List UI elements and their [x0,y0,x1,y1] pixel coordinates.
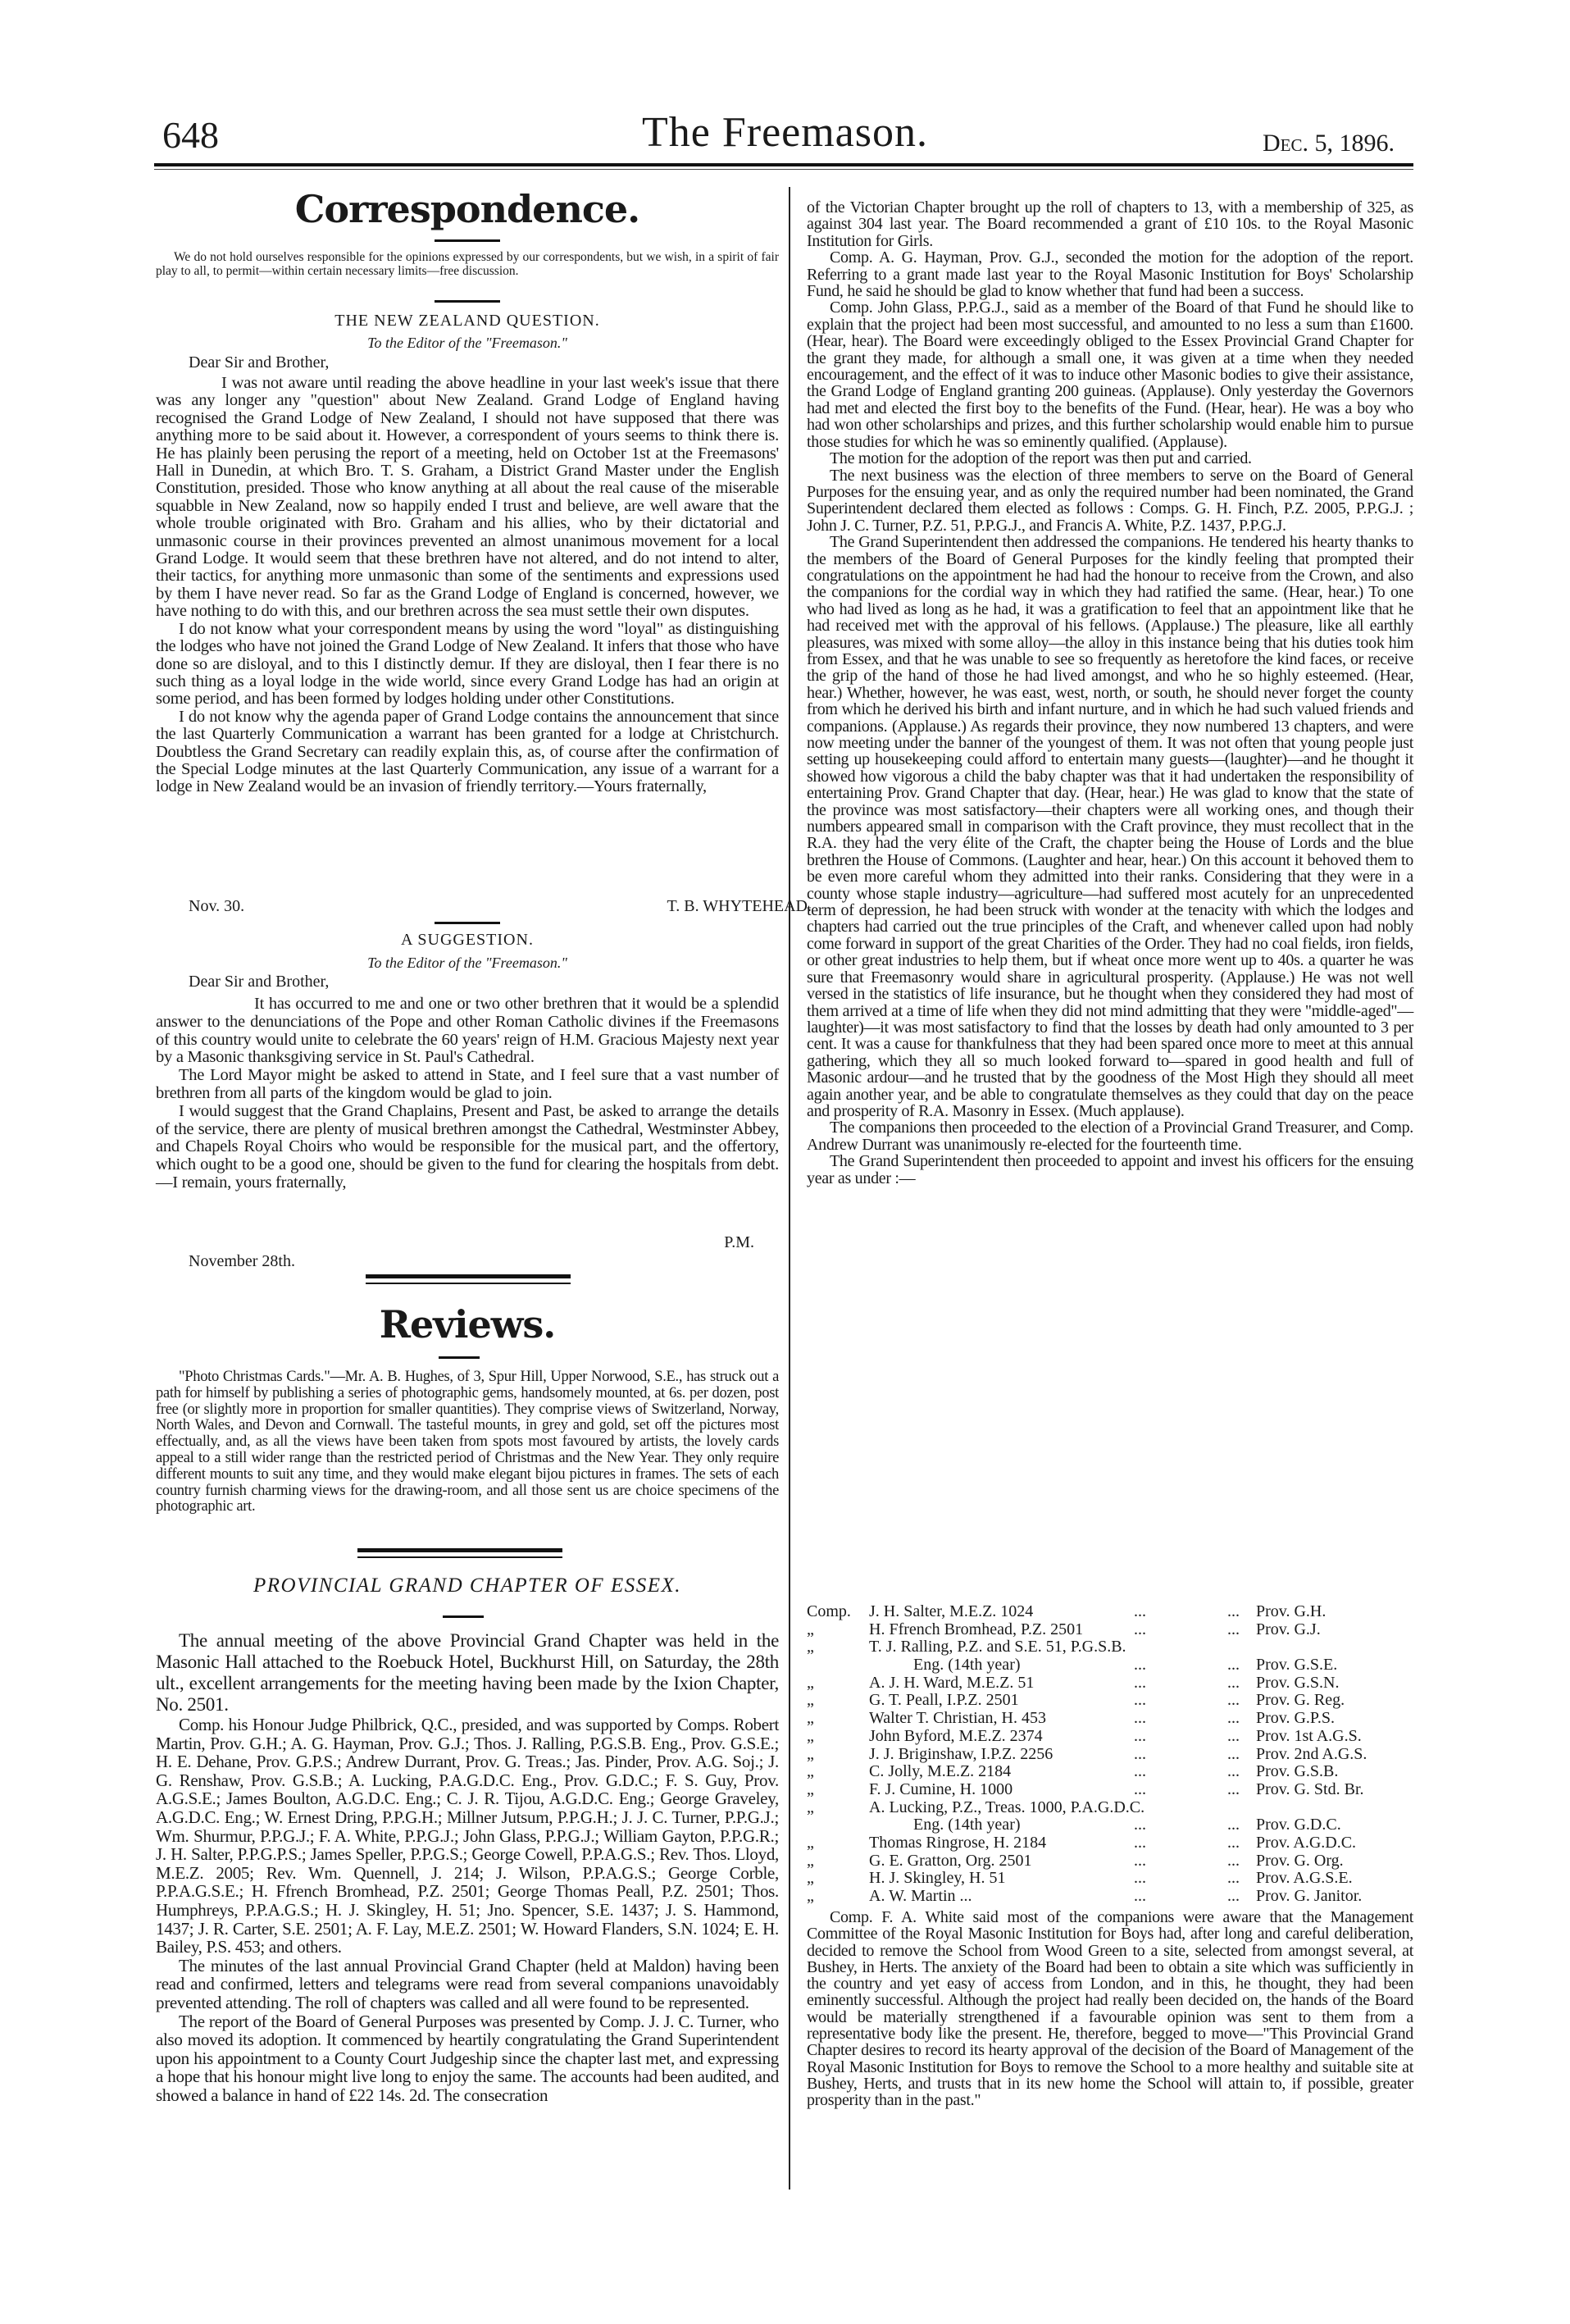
leader-dots: ... [1134,1762,1146,1781]
officer-office: Prov. 2nd A.G.S. [1256,1744,1367,1763]
officer-name: A. W. Martin ... [869,1887,972,1905]
leader-dots: ... [1134,1887,1146,1905]
officer-name: G. T. Peall, I.P.Z. 2501 [869,1691,1019,1710]
section-rule [357,1548,562,1558]
letter-date: November 28th. [189,1252,295,1270]
officer-prefix: „ [807,1744,814,1763]
officer-prefix: „ [807,1762,814,1781]
letter-signature: T. B. WHYTEHEAD. [667,897,812,915]
leader-dots: ... [1134,1691,1146,1710]
officer-prefix: „ [807,1709,814,1728]
officer-row [807,1834,1413,1852]
leader-dots: ... [1134,1851,1146,1870]
officer-prefix: Comp. [807,1602,851,1620]
divider-rule [435,300,500,303]
officer-office: Prov. G.S.B. [1256,1762,1339,1781]
page-number: 648 [162,114,219,156]
officer-row [807,1656,1413,1675]
leader-dots: ... [1134,1833,1146,1852]
paragraph: I do not know what your correspondent means by using the word "loyal" as distinguishing the lodges who have not joined the Grand Lodge of New Zealand. It infers that those who have done so are disloyal, and to this I distinctly demur. If they are disloyal, then I fear there is no such thing as a loyal lodge in the wide world, since every Grand Lodge has had an origin at some period, and has been formed by lodges holding under other Constitutions. [156,619,779,709]
officer-office: Prov. A.G.S.E. [1256,1869,1353,1888]
officers-list [807,1603,1413,1906]
leader-dots: ... [1227,1656,1240,1675]
paragraph: I do not know why the agenda paper of Grand Lodge contains the announcement that since the last Quarterly Communication a warrant has been granted for a lodge at Christchurch. Doubtless the Grand Secretary can readily explain this, as, of course after the confirmation of the Special Lodge minutes at the last Quarterly Communication, any issue of a warrant for a lodge in New Zealand would be an invasion of friendly territory.—Yours fraternally, [156,707,779,796]
leader-dots: ... [1134,1673,1146,1692]
leader-dots: ... [1134,1869,1146,1888]
officer-row [807,1728,1413,1746]
letter-signature: P.M. [724,1233,754,1251]
paragraph: Comp. his Honour Judge Philbrick, Q.C., presided, and was supported by Comps. Robert Martin, Prov. G.H.; A. G. Hayman, Prov. G.J.; Thos. J. Ralling, P.G.S.B. Eng., Prov. G.S.E.; H. E. Dehane, Prov. G.P.S.; Andrew Durrant, Prov. G. Treas.; Jas. Pinder, Prov. A.G. Soj.; J. G. Renshaw, Prov. G.S.B.; A. Lucking, P.A.G.D.C. Eng., Prov. G.D.C.; F. S. Guy, Prov. A.G.S.E.; James Boulton, A.G.D.C. Eng.; C. J. R. Tijou, A.G.D.C. Eng.; George Graveley, A.G.D.C. Eng.; W. Ernest Dring, P.P.G.H.; Millner Jutsum, P.P.G.H.; J. J. C. Turner, P.P.G.J.; Wm. Shurmur, P.P.G.J.; F. A. White, P.P.G.J.; John Glass, P.P.G.J.; William Gayton, P.P.G.R.; J. H. Salter, P.P.G.P.S.; James Speller, P.P.G.S.; George Cowell, P.P.A.G.S.; Rev. Thos. Lloyd, M.E.Z. 2005; Rev. Wm. Quennell, J. 214; J. Wilson, P.P.A.G.S.; George Corble, P.P.A.G.S.E.; H. Ffrench Bromhead, P.Z. 2501; George Thomas Peall, P.Z. 2501; Thos. Humphreys, P.P.A.G.S.; H. J. Skingley, H. 51; Jno. Spencer, S.E. 1437; J. S. Hammond, 1437; J. R. Carter, S.E. 2501; A. F. Lay, M.E.Z. 2501; W. Howard Flanders, S.N. 1024; E. H. Bailey, P.S. 453; and others. [156,1715,779,1957]
officer-prefix: „ [807,1887,814,1905]
divider-rule [443,1615,484,1618]
officer-name: J. J. Briginshaw, I.P.Z. 2256 [869,1744,1053,1763]
paragraph: The annual meeting of the above Provincial Grand Chapter was held in the Masonic Hall attached to the Roebuck Hotel, Buckhurst Hill, on Saturday, the 28th ult., excellent arrangements for the meeting having been made by the Ixion Chapter, No. 2501. [156,1630,779,1715]
leader-dots: ... [1227,1744,1240,1763]
officer-office: Prov. G.D.C. [1256,1816,1341,1834]
officer-row [807,1746,1413,1764]
officer-prefix: „ [807,1620,814,1638]
officer-name: A. J. H. Ward, M.E.Z. 51 [869,1673,1035,1692]
officer-row [807,1638,1413,1656]
paragraph: The companions then proceeded to the election of a Provincial Grand Treasurer, and Comp. Andrew Durrant was unanimously re-elected for the fourteenth time. [807,1119,1413,1154]
officer-row [807,1781,1413,1799]
paragraph: The minutes of the last annual Provincial Grand Chapter (held at Maldon) having been read and confirmed, letters and telegrams were read from several companions unavoidably prevented attending. The roll of chapters was called and all were found to be represented. [156,1955,779,2012]
leader-dots: ... [1227,1833,1240,1852]
officer-prefix: „ [807,1851,814,1870]
officer-office: Prov. A.G.D.C. [1256,1833,1357,1852]
paragraph: The motion for the adoption of the report was then put and carried. [830,449,1252,468]
section-rule [366,1274,571,1284]
leader-dots: ... [1227,1602,1240,1620]
issue-date: Dec. 5, 1896. [1263,130,1395,157]
paragraph: The Grand Superintendent then proceeded to appoint and invest his officers for the ensuing year as under :— [807,1152,1413,1187]
officer-prefix: „ [807,1869,814,1888]
officer-row [807,1870,1413,1888]
officer-office: Prov. G.P.S. [1256,1709,1335,1728]
officer-row [807,1852,1413,1871]
officer-row [807,1692,1413,1710]
paragraph: Comp. F. A. White said most of the companions were aware that the Management Committee of the Royal Masonic Institution for Boys had, after long and careful deliberation, decided to remove the School from Wood Green to a site, selected from amongst several, at Bushey, in Herts. The anxiety of the Board had been to obtain a site which was sufficiently in the country and yet easy of access from London, and in this, he thought, they had been eminently successful. Although the project had really been decided on, the hands of the Board would be materially strengthened if a favourable opinion was sent to them from a representative body like the present. He, therefore, begged to move—"This Provincial Grand Chapter desires to record its hearty approval of the decision of the Board of Management of the Royal Masonic Institution for Boys to remove the School to a more healthy and suitable site at Bushey, Herts, and trusts that in its new home the School will attain to, if possible, greater prosperity than in the past." [807,1908,1413,2110]
officer-name: Eng. (14th year) [913,1656,1021,1675]
letter-title: A SUGGESTION. [401,931,534,949]
divider-rule [439,1356,480,1359]
officer-office: Prov. G. Janitor. [1256,1887,1363,1905]
leader-dots: ... [1134,1726,1146,1745]
review-text [156,1369,779,1515]
leader-dots: ... [1227,1851,1240,1870]
letter-body [156,996,779,1192]
disclaimer-text: We do not hold ourselves responsible for the opinions expressed by our correspondents, but we wish, in a spirit of fair play to all, to permit—within certain necessary limits—free discussion. [156,250,779,278]
officer-row [807,1603,1413,1621]
officer-office: Prov. G. Reg. [1256,1691,1345,1710]
paragraph: The Grand Superintendent then addressed the companions. He tendered his hearty thanks to the members of the Board of General Purposes for the kindly feeling that prompted their congratulations on the appointment he had had the honour to receive from the Crown, and also the companions for the cordial way in which they had ratified the same. (Hear, hear.) To one who had lived as long as he had, it was a gratification to feel that an appointment like that he had received met with the approval of his fellows. (Applause.) The pleasure, like all earthly pleasures, was mixed with some alloy—the alloy in this instance being that his duties took him from Essex, and that he was unable to see so frequently as heretofore the kind faces, or receive the grip of the hand of those he had lived amongst, and who he so highly esteemed. (Hear, hear.) Whether, however, he was east, west, north, or south, he should never forget the county from which he derived his birth and infant nurture, and in which he had such valued friends and companions. (Applause.) As regards their province, they now numbered 13 chapters, and were now meeting under the banner of the youngest of them. It was not often that young people just setting up housekeeping could afford to entertain many guests—(laughter)—and he thought it showed how vigorous a child the baby chapter was that it had undertaken the responsibility of entertaining Prov. Grand Chapter that day. (Hear, hear.) He was glad to know that the state of the province was most satisfactory—their chapters were all working ones, and though their numbers appeared small in comparison with the Craft province, they must recollect that in the R.A. they had the very élite of the Craft, the chapter being the House of Lords and the blue brethren the House of Commons. (Laughter and hear, hear.) On this account it behoved them to be even more careful whom they admitted into their ranks. Considering that they were in a county whose staple industry—agriculture—had suffered most acutely for an unprecedented term of depression, he had been struck with wonder at the tenacity with which the lodges and chapters had carried out the true principles of the Craft, and whenever called upon had nobly come forward in support of the great Charities of the Order. They had no coal fields, iron fields, or other great industries to help them, but if wheat once more went up to 40s. a quarter he was sure that Freemasonry would share in agricultural prosperity. (Applause.) He was not well versed in the statistics of life insurance, but he thought when they considered they had most of them arrived at a time of life when they did not mind admitting that they were "middle-aged"—laughter)—it was most satisfactory to find that the losses by death had only amounted to 3 per cent. It was a cause for thankfulness that they had been spared once more to meet at this annual gathering, which they all so much looked forward to—spared in good health and full of Masonic ardour—and he trusted that by the goodness of the Most High they should all meet again another year, and be able to congratulate themselves as they could that day on the peace and prosperity of R.A. Masonry in Essex. (Much applause). [807,533,1413,1120]
officer-name: A. Lucking, P.Z., Treas. 1000, P.A.G.D.C. [869,1798,1145,1816]
officer-name: C. Jolly, M.E.Z. 2184 [869,1762,1012,1781]
letter-title: THE NEW ZEALAND QUESTION. [334,312,600,330]
officer-prefix: „ [807,1798,814,1816]
essex-heading: PROVINCIAL GRAND CHAPTER OF ESSEX. [253,1574,682,1597]
officer-row [807,1710,1413,1728]
letter-body [156,375,779,796]
officer-row [807,1621,1413,1639]
leader-dots: ... [1134,1744,1146,1763]
officer-office: Prov. 1st A.G.S. [1256,1726,1362,1745]
paragraph: The next business was the election of three members to serve on the Board of General Purposes for the ensuing year, and as only the required number had been nominated, the Grand Superintendent declared them elected as follows : Comps. G. H. Finch, P.Z. 2005, P.P.G.J. ; John J. C. Turner, P.Z. 51, P.P.G.J., and Francis A. White, P.Z. 1437, P.P.G.J. [807,466,1413,535]
officer-prefix: „ [807,1726,814,1745]
officer-name: F. J. Cumine, H. 1000 [869,1779,1013,1798]
officer-prefix: „ [807,1779,814,1798]
masthead-rule [154,163,1413,166]
officer-row [807,1799,1413,1817]
officer-office: Prov. G.S.N. [1256,1673,1340,1692]
officer-name: John Byford, M.E.Z. 2374 [869,1726,1043,1745]
paragraph: The Lord Mayor might be asked to attend in State, and I feel sure that a vast number of brethren from all parts of the kingdom would be glad to join. [156,1066,779,1102]
paragraph: I would suggest that the Grand Chaplains, Present and Past, be asked to arrange the details of the service, there are plenty of musical brethren amongst the Cathedral, Westminster Abbey, and Chapels Royal Choirs who would be responsible for the musical part, and the offertory, which ought to be a good one, should be given to the fund for clearing the hospitals from debt.—I remain, yours fraternally, [156,1101,779,1192]
officer-name: Eng. (14th year) [913,1816,1021,1834]
paragraph: I was not aware until reading the above headline in your last week's issue that there was any longer any "question" about New Zealand. Grand Lodge of England having recognised the Grand Lodge of New Zealand, I should not have supposed that there was anything more to be said about it. However, a correspondent of yours seems to think there is. He has plainly been perusing the report of a meeting, held on October 1st at the Freemasons' Hall in Dunedin, at which Bro. T. S. Graham, a District Grand Master under the English Constitution, presided. Those who know anything at all about the real cause of the miserable squabble in New Zealand, now so happily ended I trust and believe, are well aware that the whole trouble originated with Bro. Graham and his allies, who by their dictatorial and unmasonic course in their provinces prevented an almost unanimous movement for a local Grand Lodge. It would seem that these brethren have not altered, and do not intend to alter, their tactics, for anything more unmasonic than some of the sentiments and expressions used by them I have never read. So far as the Grand Lodge of England is concerned, however, we have nothing to do with this, and our brethren across the sea must settle their own disputes. [156,374,779,621]
leader-dots: ... [1227,1673,1240,1692]
letter-salutation: Dear Sir and Brother, [189,973,330,991]
officer-office: Prov. G. Org. [1256,1851,1344,1870]
leader-dots: ... [1227,1709,1240,1728]
masthead-rule-thin [154,169,1413,170]
leader-dots: ... [1227,1887,1240,1905]
divider-rule [435,239,500,242]
officer-row [807,1888,1413,1906]
officer-row [807,1763,1413,1781]
paragraph: of the Victorian Chapter brought up the roll of chapters to 13, with a membership of 325, as against 304 last year. The Board recommended a grant of £10 10s. to the Royal Masonic Institution for Girls. [807,198,1413,250]
officer-row [807,1816,1413,1834]
letter-date: Nov. 30. [189,897,245,915]
officer-row [807,1675,1413,1693]
officer-prefix: „ [807,1673,814,1692]
letter-signoff [156,897,844,916]
correspondence-heading: Correspondence. [294,187,640,231]
officer-name: H. Ffrench Bromhead, P.Z. 2501 [869,1620,1084,1638]
officer-office: Prov. G.J. [1256,1620,1321,1638]
officer-name: H. J. Skingley, H. 51 [869,1869,1006,1888]
paragraph: The report of the Board of General Purposes was presented by Comp. J. J. C. Turner, who also moved its adoption. It commenced by heartily congratulating the Grand Superintendent upon his appointment to a County Court Judgeship since the chapter last met, and expressing a hope that his honour might live long to enjoy the same. The accounts had been audited, and showed a balance in hand of £22 14s. 2d. The consecration [156,2011,779,2105]
leader-dots: ... [1227,1816,1240,1834]
officer-prefix: „ [807,1638,814,1656]
leader-dots: ... [1134,1602,1146,1620]
officer-name: T. J. Ralling, P.Z. and S.E. 51, P.G.S.B. [869,1638,1126,1656]
officer-name: Thomas Ringrose, H. 2184 [869,1833,1047,1852]
paragraph: It has occurred to me and one or two other brethren that it would be a splendid answer to the denunciations of the Pope and other Roman Catholic divines if the Freemasons of this country would unite to celebrate the 60 years' reign of H.M. Gracious Majesty next year by a Masonic thanksgiving service in St. Paul's Cathedral. [156,995,779,1067]
paragraph: Comp. John Glass, P.P.G.J., said as a member of the Board of that Fund he should like to explain that the project had been most successful, and amounted to no less a sum than £1600. (Hear, hear). The Board were exceedingly obliged to the Essex Provincial Grand Chapter for the grant they made, for although a small one, it was given at a time when they needed encouragement, and the effect of it was to induce other Masonic bodies to give their assistance, the Grand Lodge of England granting 200 guineas. (Applause). Only yesterday the Governors had met and elected the first boy to the benefits of the Fund. (Hear, hear). He was a boy who had won other scholarships and prizes, and this further scholarship would enable him to pursue those studies for which he was so eminently qualified. (Applause). [807,298,1413,451]
officer-office: Prov. G. Std. Br. [1256,1779,1364,1798]
leader-dots: ... [1227,1762,1240,1781]
essex-closing [807,1909,1413,2109]
letter-addressee: To the Editor of the "Freemason." [367,955,567,971]
divider-rule [435,922,500,924]
officer-name: G. E. Gratton, Org. 2501 [869,1851,1032,1870]
newspaper-title: The Freemason. [641,109,928,156]
letter-addressee: To the Editor of the "Freemason." [367,335,567,351]
leader-dots: ... [1227,1691,1240,1710]
column-divider [789,187,790,2190]
letter-salutation: Dear Sir and Brother, [189,353,330,371]
leader-dots: ... [1227,1620,1240,1638]
paragraph: Comp. A. G. Hayman, Prov. G.J., seconded the motion for the adoption of the report. Referring to a grant made last year to the Royal Masonic Institution for Boys' Scholarship Fund, he said he should be glad to know whether that fund had been a success. [807,248,1413,301]
officer-prefix: „ [807,1833,814,1852]
reviews-heading: Reviews. [379,1302,556,1347]
officer-prefix: „ [807,1691,814,1710]
officer-office: Prov. G.S.E. [1256,1656,1338,1675]
officer-name: J. H. Salter, M.E.Z. 1024 [869,1602,1034,1620]
officer-office: Prov. G.H. [1256,1602,1327,1620]
leader-dots: ... [1134,1620,1146,1638]
leader-dots: ... [1134,1656,1146,1675]
essex-report-left [156,1630,779,2104]
paragraph: "Photo Christmas Cards."—Mr. A. B. Hughes, of 3, Spur Hill, Upper Norwood, S.E., has struck out a path for himself by publishing a series of photographic gems, handsomely mounted, at 6s. per dozen, post free (or slightly more in proportion for smaller quantities). They comprise views of Switzerland, Norway, North Wales, and Devon and Cornwall. The tasteful mounts, in grey and gold, set off the pictures most effectually, and, as all the views have been taken from spots most favoured by artists, the lovely cards appeal to a still wider range than the restricted period of Christmas and the New Year. They only require different mounts to suit any time, and they would make elegant bijou pictures in frames. The sets of each country furnish charming views for the drawing-room, and all those sent us are choice specimens of the photographic art. [156,1369,779,1515]
essex-report-right [807,199,1413,1187]
leader-dots: ... [1227,1869,1240,1888]
leader-dots: ... [1134,1779,1146,1798]
leader-dots: ... [1227,1726,1240,1745]
leader-dots: ... [1227,1779,1240,1798]
leader-dots: ... [1134,1709,1146,1728]
leader-dots: ... [1134,1816,1146,1834]
officer-name: Walter T. Christian, H. 453 [869,1709,1046,1728]
